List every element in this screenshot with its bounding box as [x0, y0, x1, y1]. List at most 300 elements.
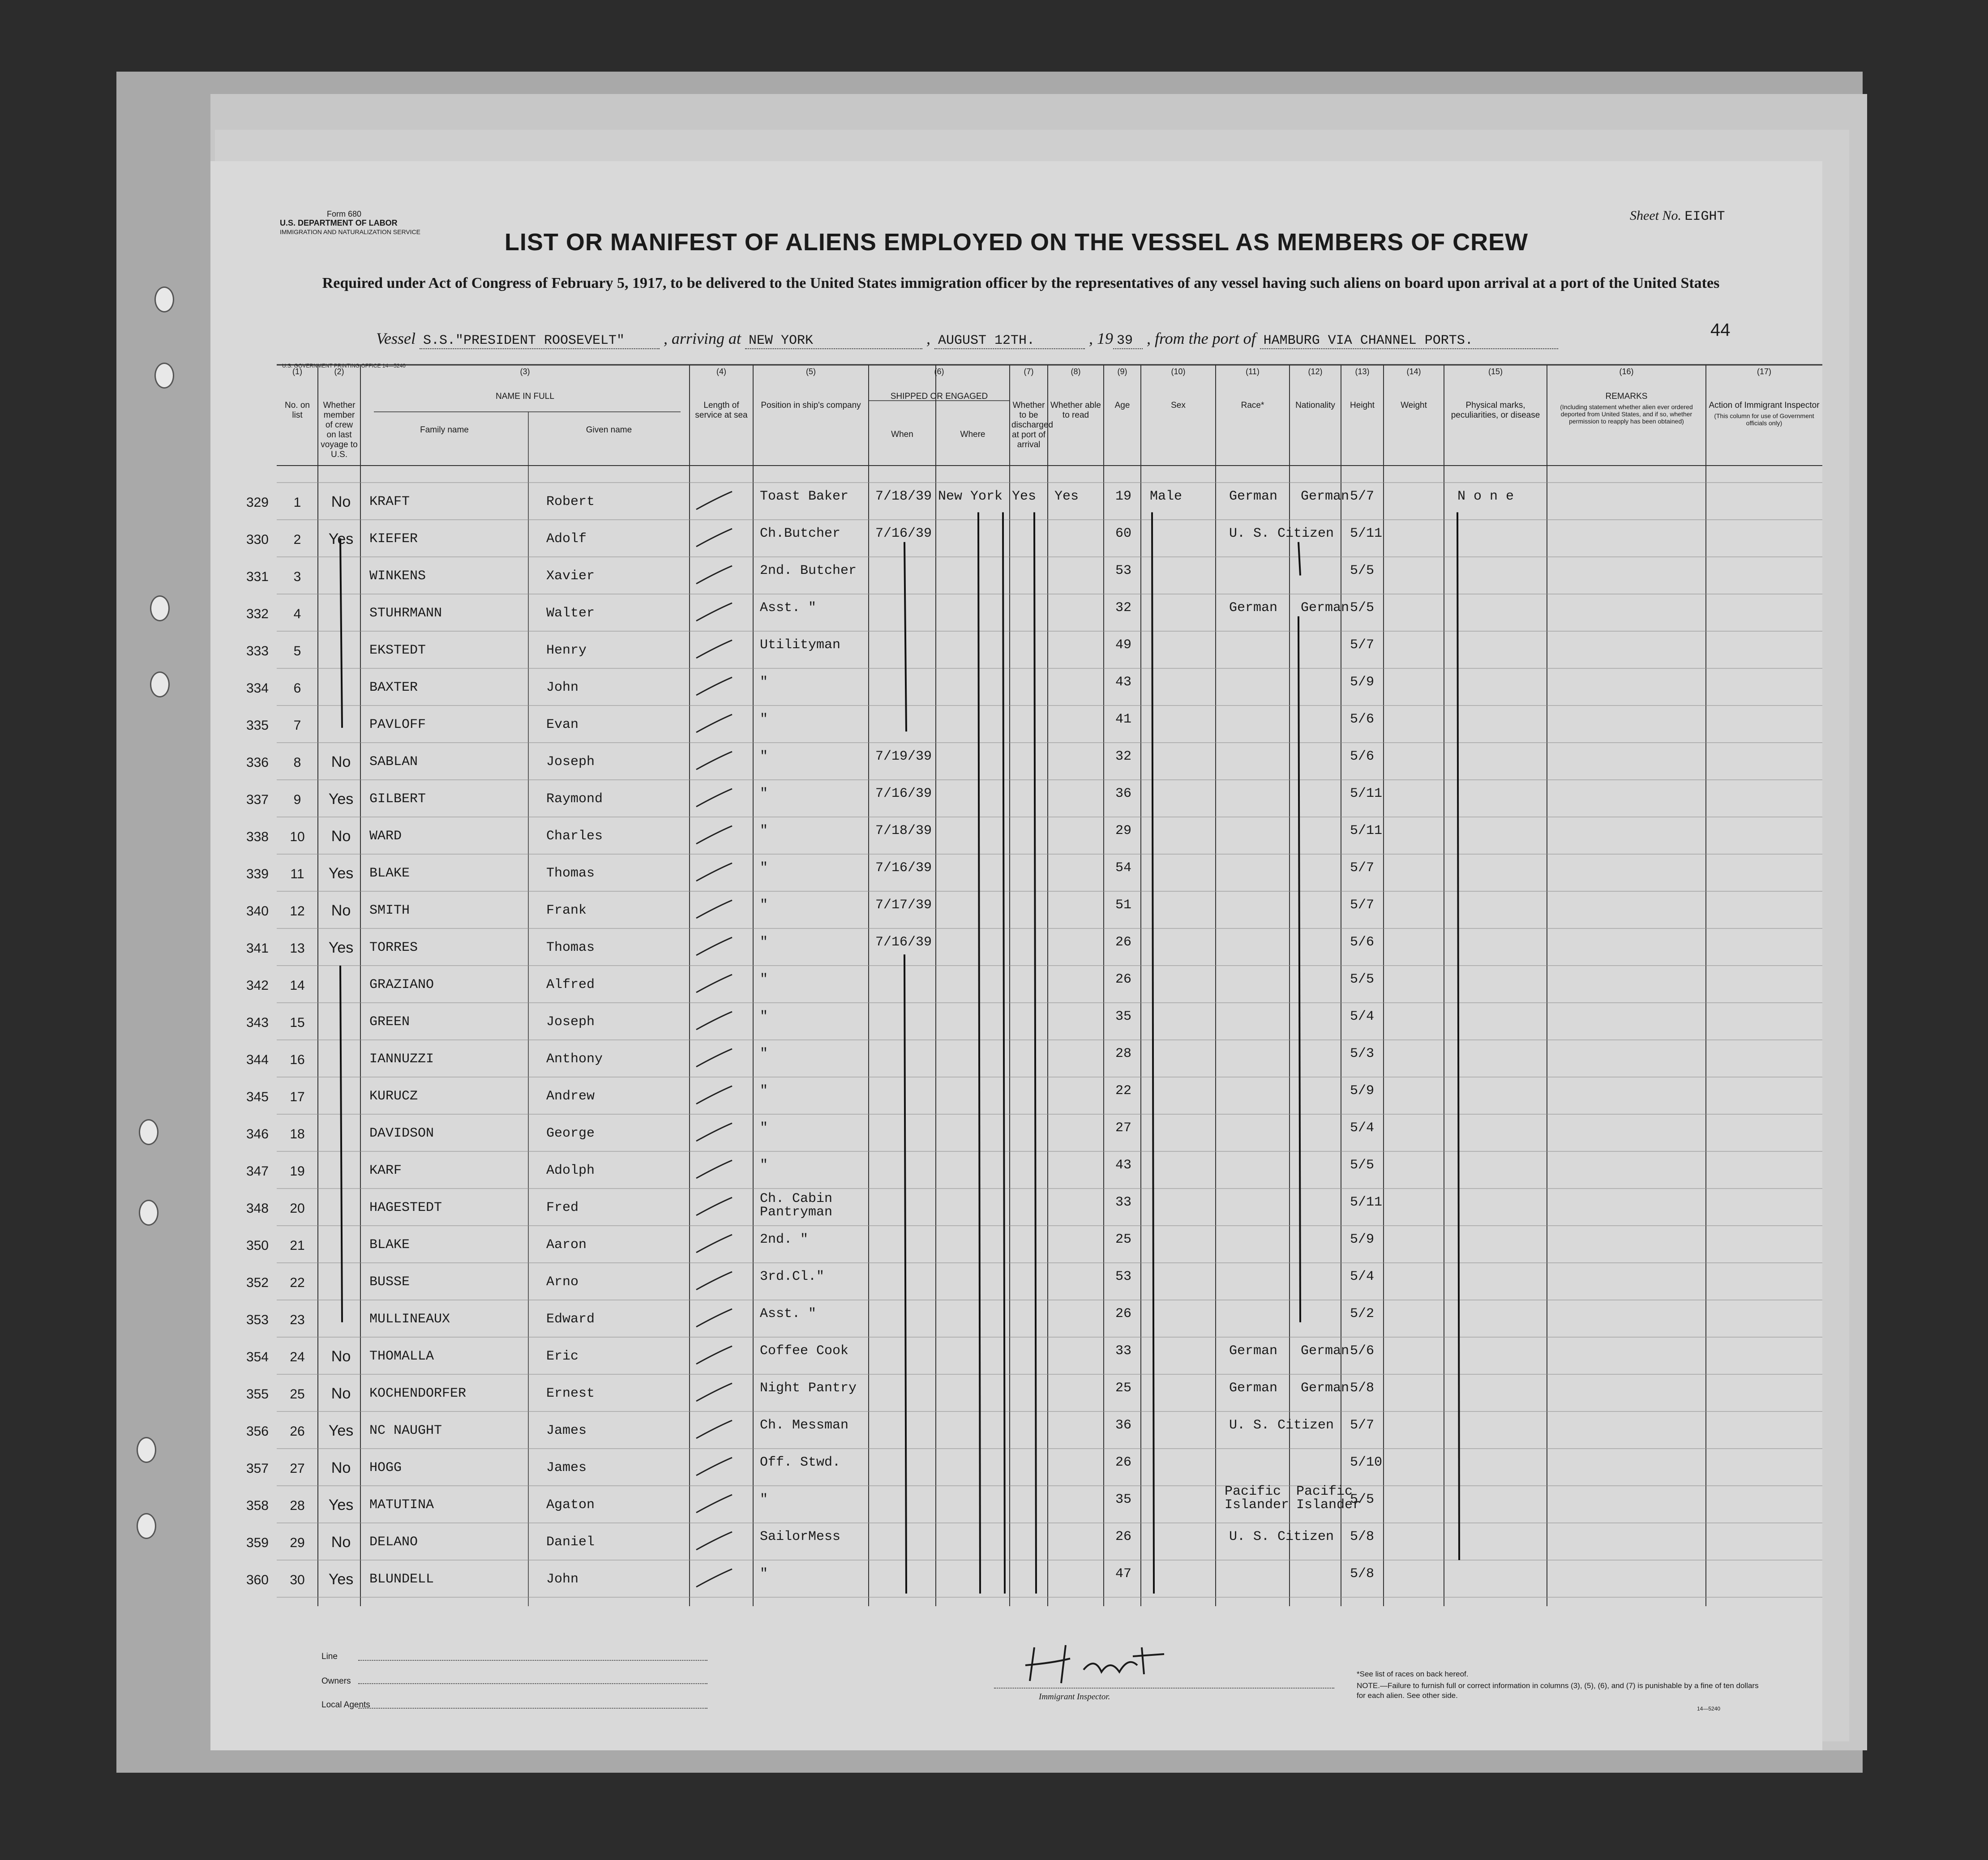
position: "	[760, 1492, 768, 1507]
row-no: 2	[293, 532, 301, 547]
vessel-name: S.S."PRESIDENT ROOSEVELT"	[420, 333, 660, 349]
service-dash-mark	[696, 529, 732, 547]
col-discharged-label: Whether to be discharged at port of arrival	[1011, 401, 1053, 449]
given-name: John	[546, 680, 579, 695]
ditto-mark	[1003, 512, 1005, 1593]
service-dash-mark	[696, 714, 732, 732]
seq-number: 360	[246, 1573, 269, 1587]
race: German	[1229, 489, 1278, 504]
height: 5/4	[1350, 1009, 1375, 1024]
row-no: 27	[290, 1461, 305, 1476]
height: 5/4	[1350, 1269, 1375, 1284]
previous-voyage: Yes	[328, 1422, 354, 1439]
printing-office: U.S. GOVERNMENT PRINTING OFFICE 14—5240	[282, 363, 406, 369]
seq-number: 333	[246, 644, 269, 658]
manifest-page	[210, 161, 1822, 1750]
family-name: MULLINEAUX	[369, 1312, 450, 1327]
service-dash-mark	[696, 1012, 732, 1030]
service-dash-mark	[696, 1346, 732, 1364]
family-name: THOMALLA	[369, 1349, 434, 1364]
col-age-number: (9)	[1117, 367, 1127, 376]
col-discharged-number: (7)	[1024, 367, 1034, 376]
age: 41	[1115, 712, 1131, 727]
given-name: Adolph	[546, 1163, 595, 1178]
row-no: 13	[290, 941, 305, 956]
height: 5/6	[1350, 1343, 1375, 1359]
row-no: 14	[290, 978, 305, 993]
binder-hole	[137, 1513, 156, 1539]
family-name: WINKENS	[369, 569, 426, 584]
seq-number: 347	[246, 1164, 269, 1179]
ditto-mark	[1034, 512, 1036, 1593]
age: 43	[1115, 675, 1131, 690]
race: German	[1229, 600, 1278, 616]
height: 5/4	[1350, 1120, 1375, 1136]
col-name-label: NAME IN FULL	[496, 392, 554, 401]
col-height-label: Height	[1350, 401, 1375, 410]
binder-hole	[150, 595, 170, 621]
given-name: George	[546, 1126, 595, 1141]
given-name: Joseph	[546, 754, 595, 770]
height: 5/11	[1350, 786, 1383, 801]
col-previous-voyage-label: Whether member of crew on last voyage to U.S.	[321, 401, 358, 459]
service-dash-mark	[696, 1086, 732, 1104]
family-name: IANNUZZI	[369, 1052, 434, 1067]
given-name: Xavier	[546, 569, 595, 584]
given-name: Evan	[546, 717, 579, 732]
previous-voyage: No	[331, 1348, 351, 1365]
signature-line	[358, 1660, 707, 1661]
vessel-label: Vessel	[376, 329, 416, 347]
family-name: GILBERT	[369, 791, 426, 807]
service-dash-mark	[696, 900, 732, 918]
inspector-label: Immigrant Inspector.	[1039, 1692, 1110, 1702]
given-name: Walter	[546, 606, 595, 621]
service-dash-mark	[696, 492, 732, 509]
race: U. S. Citizen	[1229, 526, 1334, 541]
position: Toast Baker	[760, 489, 849, 504]
position: "	[760, 1158, 768, 1173]
discharged: Yes	[1012, 489, 1037, 504]
age: 29	[1115, 823, 1131, 838]
family-name: GREEN	[369, 1014, 410, 1030]
seq-number: 358	[246, 1498, 269, 1513]
position: Ch. Cabin Pantryman	[760, 1191, 833, 1220]
page-subtitle: Required under Act of Congress of February 5, 1917, to be delivered to the United States immigration officer by the representatives of any vessel having such aliens on board upon arrival at a port of the United States	[322, 275, 1720, 291]
row-no: 1	[293, 495, 301, 510]
height: 5/6	[1350, 712, 1375, 727]
service-dash-mark	[696, 603, 732, 621]
family-name: WARD	[369, 829, 402, 844]
service-dash-mark	[696, 1495, 732, 1513]
row-no: 10	[290, 830, 305, 844]
row-no: 3	[293, 569, 301, 584]
page-title: LIST OR MANIFEST OF ALIENS EMPLOYED ON THE VESSEL AS MEMBERS OF CREW	[504, 229, 1529, 256]
shipped-when: 7/16/39	[875, 526, 932, 541]
family-name: MATUTINA	[369, 1497, 434, 1513]
seq-number: 350	[246, 1238, 269, 1253]
seq-number: 346	[246, 1127, 269, 1142]
col-position-number: (5)	[806, 367, 816, 376]
col-when-label: When	[891, 430, 913, 439]
seq-number: 348	[246, 1201, 269, 1216]
given-name: Robert	[546, 494, 595, 509]
department: U.S. DEPARTMENT OF LABOR	[280, 218, 398, 227]
signature-line	[358, 1708, 707, 1709]
seq-number: 352	[246, 1275, 269, 1290]
seq-number: 340	[246, 904, 269, 919]
col-length-service-number: (4)	[716, 367, 726, 376]
seq-number: 345	[246, 1090, 269, 1104]
seq-number: 356	[246, 1424, 269, 1439]
seq-number: 336	[246, 755, 269, 770]
shipped-when: 7/16/39	[875, 860, 932, 876]
binder-hole	[154, 363, 174, 389]
height: 5/7	[1350, 898, 1375, 913]
service-dash-mark	[696, 1420, 732, 1438]
height: 5/3	[1350, 1046, 1375, 1061]
row-no: 21	[290, 1238, 305, 1253]
previous-voyage: No	[331, 1534, 351, 1551]
binder-hole	[154, 286, 174, 312]
shipped-when: 7/16/39	[875, 935, 932, 950]
col-inspector-action-number: (17)	[1757, 367, 1771, 376]
nationality: German	[1301, 489, 1350, 504]
col-inspector-action-sublabel: (This column for use of Government officials only)	[1714, 412, 1814, 427]
position: Night Pantry	[760, 1381, 857, 1396]
vessel-line: Vessel S.S."PRESIDENT ROOSEVELT" , arriving at NEW YORK , AUGUST 12TH. , 19 39 , from the port of HAMBURG VIA CHANNEL PORTS.	[376, 329, 1697, 349]
bureau: IMMIGRATION AND NATURALIZATION SERVICE	[280, 228, 420, 235]
given-name: Alfred	[546, 977, 595, 992]
service-dash-mark	[696, 1235, 732, 1253]
given-name: Eric	[546, 1349, 579, 1364]
row-no: 28	[290, 1498, 305, 1513]
family-name: BUSSE	[369, 1274, 410, 1290]
given-name: James	[546, 1460, 587, 1475]
position: 2nd. "	[760, 1232, 809, 1247]
col-sex-label: Sex	[1171, 401, 1186, 410]
age: 35	[1115, 1492, 1131, 1507]
shipped-where: New York	[938, 489, 1003, 504]
service-dash-mark	[696, 1309, 732, 1327]
given-name: Andrew	[546, 1089, 595, 1104]
age: 26	[1115, 935, 1131, 950]
previous-voyage: Yes	[328, 1571, 354, 1588]
nationality: German	[1301, 1381, 1350, 1396]
col-remarks-number: (16)	[1619, 367, 1634, 376]
age: 36	[1115, 1418, 1131, 1433]
age: 47	[1115, 1566, 1131, 1582]
ditto-mark	[340, 966, 342, 1322]
seq-number: 339	[246, 867, 269, 881]
age: 26	[1115, 972, 1131, 987]
family-name: PAVLOFF	[369, 717, 426, 732]
age: 27	[1115, 1120, 1131, 1136]
seq-number: 357	[246, 1461, 269, 1476]
position: "	[760, 898, 768, 913]
col-inspector-action-label: Action of Immigrant Inspector	[1709, 401, 1820, 410]
shipped-when: 7/18/39	[875, 489, 932, 504]
binder-hole	[150, 671, 170, 697]
previous-voyage: No	[331, 1385, 351, 1402]
row-no: 8	[293, 755, 301, 770]
given-name: Adolf	[546, 531, 587, 547]
owners-label: Owners	[321, 1676, 351, 1686]
col-no-on-list-label: No. on list	[285, 401, 310, 420]
row-no: 7	[293, 718, 301, 733]
service-dash-mark	[696, 1123, 732, 1141]
position: Utilityman	[760, 637, 841, 653]
age: 53	[1115, 1269, 1131, 1284]
col-length-service-label: Length of service at sea	[695, 401, 748, 420]
col-shipped-number: (6)	[934, 367, 944, 376]
able-to-read: Yes	[1054, 489, 1079, 504]
col-physical-marks-number: (15)	[1488, 367, 1503, 376]
race: German	[1229, 1343, 1278, 1359]
race: U. S. Citizen	[1229, 1529, 1334, 1544]
given-name: Daniel	[546, 1535, 595, 1550]
shipped-when: 7/18/39	[875, 823, 932, 838]
service-dash-mark	[696, 1049, 732, 1067]
line-label: Line	[321, 1652, 338, 1661]
row-no: 19	[290, 1164, 305, 1179]
family-name: KIEFER	[369, 531, 418, 547]
age: 25	[1115, 1381, 1131, 1396]
row-no: 9	[293, 792, 301, 807]
inspector-signature	[1016, 1638, 1178, 1688]
seq-number: 338	[246, 830, 269, 844]
seq-number: 354	[246, 1350, 269, 1364]
position: Asst. "	[760, 1306, 817, 1321]
col-weight-number: (14)	[1406, 367, 1421, 376]
age: 51	[1115, 898, 1131, 913]
service-dash-mark	[696, 863, 732, 881]
position: "	[760, 786, 768, 801]
service-dash-mark	[696, 640, 732, 658]
given-name: Anthony	[546, 1052, 603, 1067]
col-remarks-sublabel: (Including statement whether alien ever ordered deported from United States, and if so, whether permission to reapply has been obtained)	[1560, 403, 1693, 425]
given-name: Thomas	[546, 940, 595, 955]
height: 5/5	[1350, 1158, 1375, 1173]
age: 25	[1115, 1232, 1131, 1247]
seq-number: 334	[246, 681, 269, 696]
position: 3rd.Cl."	[760, 1269, 825, 1284]
service-dash-mark	[696, 937, 732, 955]
col-nationality-number: (12)	[1308, 367, 1323, 376]
family-name: SMITH	[369, 903, 410, 918]
row-no: 22	[290, 1275, 305, 1290]
previous-voyage: Yes	[328, 530, 354, 547]
position: "	[760, 1566, 768, 1582]
given-name: Charles	[546, 829, 603, 844]
previous-voyage: Yes	[328, 1497, 354, 1514]
height: 5/2	[1350, 1306, 1375, 1321]
col-sex-number: (10)	[1171, 367, 1186, 376]
height: 5/8	[1350, 1381, 1375, 1396]
arrival-port: NEW YORK	[745, 333, 922, 349]
family-name: NC NAUGHT	[369, 1423, 442, 1438]
age: 26	[1115, 1306, 1131, 1321]
height: 5/10	[1350, 1455, 1383, 1470]
fine-note: NOTE.—Failure to furnish full or correct information in columns (3), (5), (6), and (7) is punishable by a fine of ten dollars for each alien. See other side.	[1357, 1681, 1759, 1700]
height: 5/7	[1350, 860, 1375, 876]
family-name: SABLAN	[369, 754, 418, 770]
given-name: Edward	[546, 1312, 595, 1327]
family-name: KRAFT	[369, 494, 410, 509]
height: 5/8	[1350, 1566, 1375, 1582]
service-dash-mark	[696, 1272, 732, 1290]
col-race-number: (11)	[1246, 367, 1260, 376]
col-weight-label: Weight	[1401, 401, 1427, 410]
family-name: GRAZIANO	[369, 977, 434, 992]
binder-hole	[139, 1200, 159, 1226]
height: 5/11	[1350, 823, 1383, 838]
height: 5/6	[1350, 935, 1375, 950]
seq-number: 355	[246, 1387, 269, 1402]
year-prefix: , 19	[1089, 329, 1113, 347]
previous-voyage: Yes	[328, 939, 354, 956]
signature-line	[358, 1683, 707, 1684]
position: "	[760, 935, 768, 950]
form-code: 14—5240	[1697, 1706, 1721, 1712]
height: 5/7	[1350, 637, 1375, 653]
age: 49	[1115, 637, 1131, 653]
position: "	[760, 1009, 768, 1024]
race: German	[1229, 1381, 1278, 1396]
given-name: Thomas	[546, 866, 595, 881]
position: Off. Stwd.	[760, 1455, 841, 1470]
age: 60	[1115, 526, 1131, 541]
ditto-mark	[1457, 512, 1459, 1560]
family-name: EKSTEDT	[369, 643, 426, 658]
col-able-to-read-label: Whether able to read	[1050, 401, 1101, 420]
previous-voyage: No	[331, 902, 351, 919]
age: 32	[1115, 600, 1131, 616]
col-shipped-label: SHIPPED OR ENGAGED	[890, 392, 988, 401]
previous-voyage: Yes	[328, 865, 354, 882]
service-dash-mark	[696, 975, 732, 992]
position: Ch.Butcher	[760, 526, 841, 541]
seq-number: 341	[246, 941, 269, 956]
height: 5/7	[1350, 1418, 1375, 1433]
service-dash-mark	[696, 1569, 732, 1587]
race-note: *See list of races on back hereof.	[1357, 1670, 1469, 1678]
row-no: 30	[290, 1573, 305, 1587]
age: 22	[1115, 1083, 1131, 1099]
col-height-number: (13)	[1355, 367, 1370, 376]
physical-marks: N o n e	[1457, 489, 1514, 504]
age: 28	[1115, 1046, 1131, 1061]
row-no: 20	[290, 1201, 305, 1216]
seq-number: 337	[246, 792, 269, 807]
col-physical-marks-label: Physical marks, peculiarities, or disease	[1451, 401, 1540, 420]
service-dash-mark	[696, 677, 732, 695]
given-name: Arno	[546, 1274, 579, 1290]
from-label: , from the port of	[1147, 329, 1256, 347]
row-no: 11	[290, 867, 304, 881]
position: "	[760, 823, 768, 838]
arriving-label: , arriving at	[663, 329, 741, 347]
service-dash-mark	[696, 789, 732, 807]
race: Pacific Islander	[1225, 1484, 1290, 1513]
ditto-mark	[340, 539, 342, 728]
position: "	[760, 1120, 768, 1136]
previous-voyage: No	[331, 753, 351, 770]
age: 33	[1115, 1343, 1131, 1359]
position: 2nd. Butcher	[760, 563, 857, 578]
previous-voyage: Yes	[328, 791, 354, 808]
seq-number: 353	[246, 1313, 269, 1327]
service-dash-mark	[696, 1160, 732, 1178]
row-no: 25	[290, 1387, 305, 1402]
age: 43	[1115, 1158, 1131, 1173]
form-number: Form 680	[327, 210, 362, 218]
seq-number: 342	[246, 978, 269, 993]
height: 5/11	[1350, 1195, 1383, 1210]
nationality: German	[1301, 1343, 1350, 1359]
family-name: KURUCZ	[369, 1089, 418, 1104]
row-no: 4	[293, 607, 301, 621]
given-name: Joseph	[546, 1014, 595, 1030]
shipped-when: 7/16/39	[875, 786, 932, 801]
ditto-mark	[1152, 512, 1154, 1593]
row-no: 29	[290, 1535, 305, 1550]
col-no-on-list-number: (1)	[292, 367, 302, 376]
row-no: 6	[293, 681, 301, 696]
col-family-name-label: Family name	[420, 425, 469, 435]
departure-port: HAMBURG VIA CHANNEL PORTS.	[1260, 333, 1558, 349]
ditto-mark	[1298, 542, 1300, 576]
height: 5/11	[1350, 526, 1383, 541]
col-previous-voyage-number: (2)	[334, 367, 344, 376]
col-name-number: (3)	[520, 367, 530, 376]
given-name: James	[546, 1423, 587, 1438]
age: 32	[1115, 749, 1131, 764]
col-given-name-label: Given name	[586, 425, 632, 435]
position: "	[760, 712, 768, 727]
position: "	[760, 749, 768, 764]
position: Asst. "	[760, 600, 817, 616]
binder-hole	[137, 1437, 156, 1463]
height: 5/9	[1350, 1232, 1375, 1247]
height: 5/5	[1350, 600, 1375, 616]
age: 54	[1115, 860, 1131, 876]
position: "	[760, 1046, 768, 1061]
col-where-label: Where	[960, 430, 985, 439]
given-name: Fred	[546, 1200, 579, 1215]
service-dash-mark	[696, 752, 732, 770]
col-age-label: Age	[1114, 401, 1130, 410]
family-name: BLAKE	[369, 1237, 410, 1253]
given-name: Ernest	[546, 1386, 595, 1401]
arrival-year: 39	[1113, 333, 1143, 349]
height: 5/9	[1350, 675, 1375, 690]
col-race-label: Race*	[1241, 401, 1264, 410]
previous-voyage: No	[331, 828, 351, 845]
previous-voyage: No	[331, 1459, 351, 1476]
seq-number: 330	[246, 532, 269, 547]
service-dash-mark	[696, 826, 732, 844]
previous-voyage: No	[331, 493, 351, 510]
inspector-line	[994, 1688, 1334, 1689]
position: SailorMess	[760, 1529, 841, 1544]
seq-number: 335	[246, 718, 269, 733]
row-no: 16	[290, 1052, 305, 1067]
height: 5/5	[1350, 563, 1375, 578]
service-dash-mark	[696, 1532, 732, 1550]
binder-hole	[139, 1119, 159, 1145]
seq-number: 359	[246, 1535, 269, 1550]
